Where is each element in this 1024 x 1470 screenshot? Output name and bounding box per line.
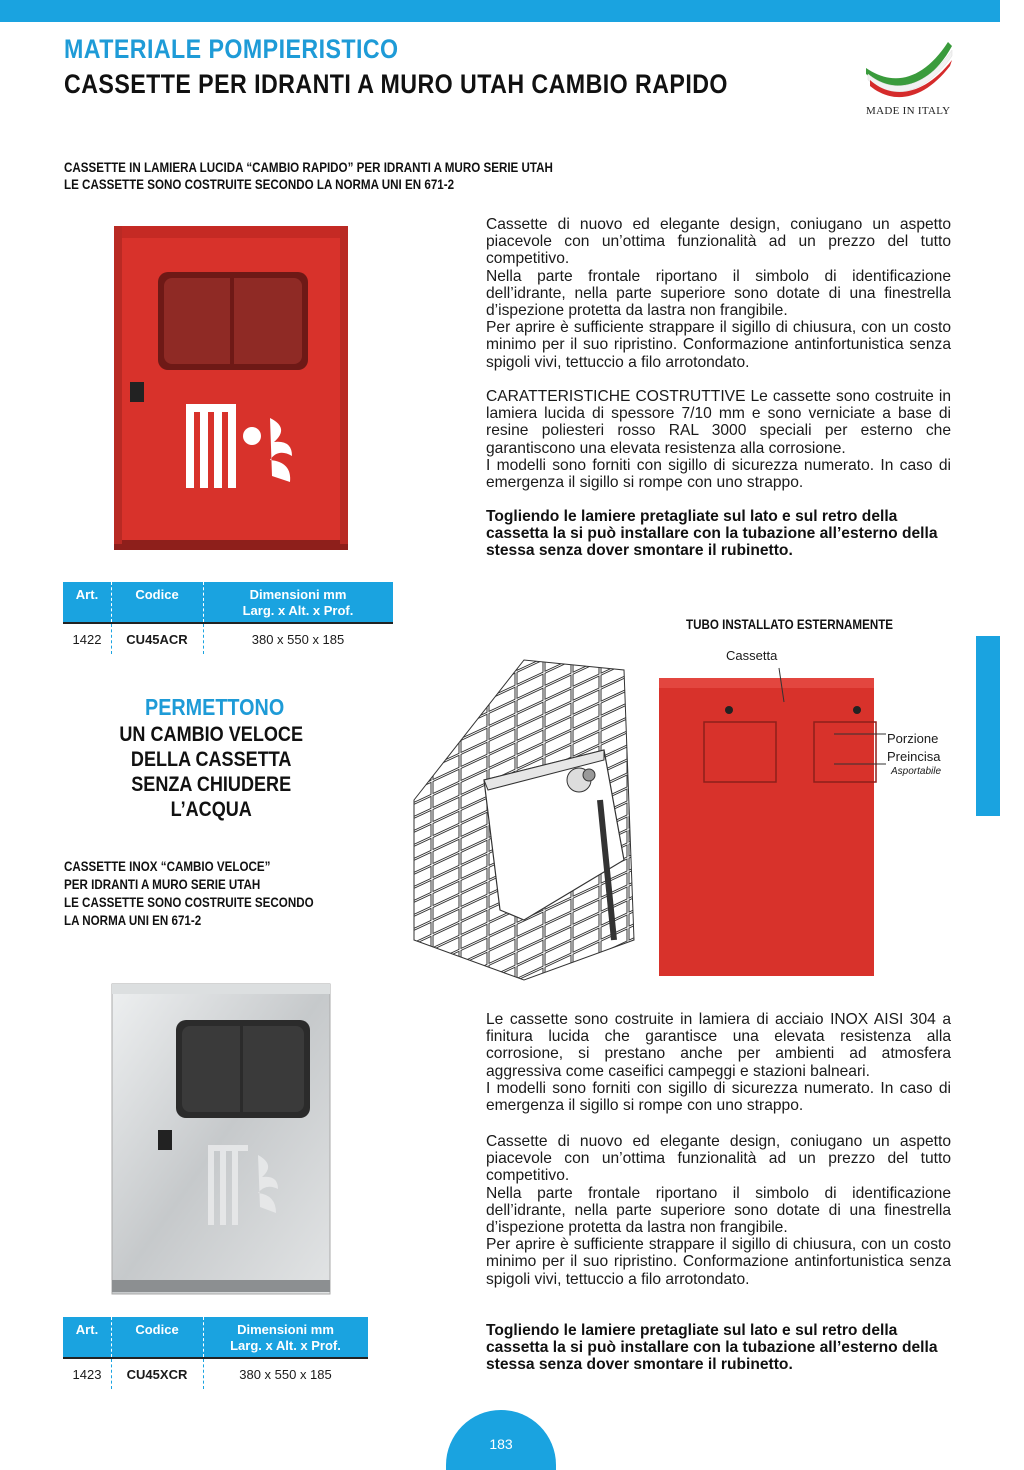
cell-art: 1422 [72,631,102,647]
permettono-line: DELLA CASSETTA [130,748,292,771]
inox-hydrant-cabinet-image [108,980,338,1300]
label-cassetta: Cassetta [726,648,778,663]
cell-dimensioni: 380 x 550 x 185 [239,1366,332,1382]
header-art: Art. [75,587,99,602]
header-codice: Codice [135,1322,179,1337]
italian-flag-swoosh-logo [862,38,954,98]
header-dimensioni-sub: Larg. x Alt. x Prof. [242,603,354,618]
label-preincisa: Preincisa [887,749,941,764]
spec-table-1 [63,582,393,654]
paragraph: CARATTERISTICHE COSTRUTTIVE Le cassette sono costruite in lamiera lucida di spessore 7/10 mm e sono verniciate a base di resine poliesteri rosso RAL 3000 speciali per esterno che garantiscono una elevata resistenza alla corrosione. [486,388,951,457]
section2-subtitle-line3: LE CASSETTE SONO COSTRUITE SECONDO [64,895,314,910]
cell-codice: CU45XCR [126,1366,188,1382]
permettono-text [90,722,330,822]
section2-subtitle-line1: CASSETTE INOX “CAMBIO VELOCE” [64,859,271,874]
side-tab [976,636,1000,816]
paragraph: Per aprire è sufficiente strappare il sigillo di chiusura, con un costo minimo per il suo ripristino. Conformazione antinfortunistica senza spigoli vivi, tettuccio a filo arrotondato. [486,319,951,371]
page-number: 183 [489,1436,513,1452]
permettono-title: PERMETTONO [145,694,285,720]
permettono-line: SENZA CHIUDERE [131,773,292,796]
header-dimensioni: Dimensioni mm [249,587,347,602]
header-codice: Codice [135,587,179,602]
permettono-line: L’ACQUA [170,798,252,821]
table-row [63,624,393,654]
paragraph: Nella parte frontale riportano il simbolo di identificazione dell’idrante, nella parte superiore sono dotate di una finestrella d’ispezione protetta da lastra non frangibile. [486,1184,951,1237]
section2-description [486,1011,951,1114]
section1-description [486,216,951,371]
section2-bold-note: Togliendo le lamiere pretagliate sul lato e sul retro della cassetta la si può installare con la tubazione all’esterno della stessa senza dover smontare il rubinetto. [486,1322,938,1374]
paragraph: Le cassette sono costruite in lamiera di acciaio INOX AISI 304 a finitura lucida che garantisce una elevata resistenza alla corrosione, si prestano anche per ambienti ad atmosfera aggressiva come caseifici campeggi e stazioni balneari. [486,1011,951,1080]
label-asportabile: Asportabile [891,766,942,777]
section2-subtitle-line2: PER IDRANTI A MURO SERIE UTAH [64,877,261,892]
top-accent-bar [0,0,1000,22]
installation-diagram [404,640,964,990]
permettono-line: UN CAMBIO VELOCE [119,723,304,746]
table-row [63,1359,368,1389]
paragraph: Cassette di nuovo ed elegante design, coniugano un aspetto piacevole con un’ottima funzionalità ad un prezzo del tutto competitivo. [486,216,951,268]
header-dimensioni-sub: Larg. x Alt. x Prof. [230,1338,341,1353]
table-header [63,582,393,622]
section2-subtitle-line4: LA NORMA UNI EN 671-2 [64,913,202,928]
cell-dimensioni: 380 x 550 x 185 [251,631,345,647]
page-title: CASSETTE PER IDRANTI A MURO UTAH CAMBIO RAPIDO [64,69,728,99]
header-art: Art. [75,1322,99,1337]
section1-bold-note: Togliendo le lamiere pretagliate sul lato e sul retro della cassetta la si può installare con la tubazione all’esterno della stessa senza dover smontare il rubinetto. [486,508,938,560]
section2-description-2 [486,1133,951,1288]
section-title: MATERIALE POMPIERISTICO [64,34,399,64]
header-dimensioni: Dimensioni mm [237,1322,334,1337]
section1-construction [486,388,951,491]
cell-art: 1423 [72,1366,102,1382]
section1-subtitle-line1: CASSETTE IN LAMIERA LUCIDA “CAMBIO RAPIDO” PER IDRANTI A MURO SERIE UTAH [64,160,553,175]
paragraph: Nella parte frontale riportano il simbolo di identificazione dell’idrante, nella parte superiore sono dotate di una finestrella d’ispezione protetta da lastra non frangibile. [486,267,951,320]
diagram-title: TUBO INSTALLATO ESTERNAMENTE [686,617,894,632]
paragraph: I modelli sono forniti con sigillo di sicurezza numerato. In caso di emergenza il sigillo si rompe con uno strappo. [486,1079,951,1115]
made-in-italy-label: MADE IN ITALY [866,105,951,117]
spec-table-2 [63,1317,368,1389]
paragraph: I modelli sono forniti con sigillo di sicurezza numerato. In caso di emergenza il sigillo si rompe con uno strappo. [486,456,951,492]
label-porzione: Porzione [887,731,939,746]
table-header [63,1317,368,1357]
section1-subtitle-line2: LE CASSETTE SONO COSTRUITE SECONDO LA NORMA UNI EN 671-2 [64,177,455,192]
paragraph: Cassette di nuovo ed elegante design, coniugano un aspetto piacevole con un’ottima funzionalità ad un prezzo del tutto competitivo. [486,1133,951,1185]
cell-codice: CU45ACR [126,631,188,647]
red-hydrant-cabinet-image [110,222,356,552]
paragraph: Per aprire è sufficiente strappare il sigillo di chiusura, con un costo minimo per il suo ripristino. Conformazione antinfortunistica senza spigoli vivi, tettuccio a filo arrotondato. [486,1236,951,1288]
